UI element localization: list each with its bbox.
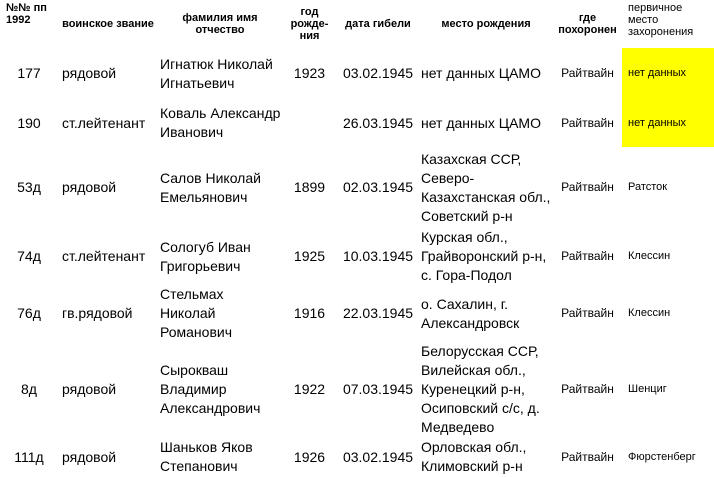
cell-buried: Райтвайн xyxy=(561,180,614,194)
cell-first-burial: Шенциг xyxy=(628,383,667,395)
cell-rank: гв.рядовой xyxy=(62,305,133,321)
cell-num: 111д xyxy=(14,448,44,465)
cell-year: 1925 xyxy=(293,248,326,264)
cell-name: Сырокваш Владимир Александрович xyxy=(160,362,261,416)
table-row xyxy=(0,437,714,477)
cell-first-burial: нет данных xyxy=(622,48,714,99)
cell-birthplace: Курская обл., Грайворонский р-н, с. Гора-Подол xyxy=(421,229,547,283)
cell-buried: Райтвайн xyxy=(561,449,614,464)
cell-birthplace: нет данных ЦАМО xyxy=(421,65,541,81)
cell-death-date: 26.03.1945 xyxy=(342,114,414,131)
table-row xyxy=(0,228,714,285)
cell-name: Шаньков Яков Степанович xyxy=(160,439,253,474)
cell-death-date: 03.02.1945 xyxy=(342,448,414,465)
cell-death-date: 03.02.1945 xyxy=(342,65,414,81)
cell-num: 76д xyxy=(17,305,41,321)
cell-first-burial: Ратсток xyxy=(628,181,668,193)
cell-rank: рядовой xyxy=(62,448,117,465)
cell-death-date: 10.03.1945 xyxy=(342,248,414,264)
cell-first-burial: Фюрстенберг xyxy=(628,450,696,463)
header-row xyxy=(0,0,714,48)
table-row xyxy=(0,285,714,342)
cell-birthplace: Орловская обл., Климовский р-н xyxy=(421,439,527,474)
cell-year: 1926 xyxy=(293,448,326,465)
header-rank: воинское звание xyxy=(62,18,154,30)
table-row xyxy=(0,48,714,99)
cell-buried: Райтвайн xyxy=(561,382,614,396)
header-buried: где похоронен xyxy=(558,12,617,36)
header-death-date: дата гибели xyxy=(345,18,411,30)
cell-buried: Райтвайн xyxy=(561,306,614,320)
cell-death-date: 22.03.1945 xyxy=(342,305,414,321)
cell-num: 8д xyxy=(21,381,37,397)
cell-year xyxy=(282,99,337,147)
cell-buried: Райтвайн xyxy=(561,249,614,263)
cell-buried: Райтвайн xyxy=(561,66,614,80)
table-row xyxy=(0,147,714,228)
cell-first-burial: Клессин xyxy=(628,307,671,319)
cell-death-date: 07.03.1945 xyxy=(342,381,414,397)
cell-year: 1922 xyxy=(293,381,326,397)
cell-death-date: 02.03.1945 xyxy=(342,179,414,195)
cell-name: Игнатюк Николай Игнатьевич xyxy=(160,55,273,91)
cell-buried: Райтвайн xyxy=(561,115,614,130)
cell-year: 1916 xyxy=(293,305,326,321)
cell-first-burial: нет данных xyxy=(622,99,714,147)
cell-num: 74д xyxy=(17,248,41,264)
cell-rank: рядовой xyxy=(62,65,117,81)
cell-birthplace: Белорусская ССР, Вилейская обл., Куренецкий р-н, Осиповский с/с, д. Медведево xyxy=(421,343,540,435)
cell-birthplace: Казахская ССР, Северо-Казахстанская обл., Советский р-н xyxy=(421,150,551,224)
cell-first-burial: Клессин xyxy=(628,250,671,262)
cell-name: Сологуб Иван Григорьевич xyxy=(160,238,251,274)
header-first-burial: первичное место захоронения xyxy=(628,2,694,38)
cell-num: 53д xyxy=(17,179,41,195)
cell-num: 177 xyxy=(17,65,41,81)
cell-birthplace: нет данных ЦАМО xyxy=(421,114,541,131)
cell-year: 1899 xyxy=(293,179,326,195)
header-year: год рожде-ния xyxy=(290,6,329,42)
cell-name: Стельмах Николай Романович xyxy=(160,286,232,340)
cell-rank: рядовой xyxy=(62,381,117,397)
table-row xyxy=(0,99,714,147)
cell-birthplace: о. Сахалин, г. Александровск xyxy=(421,295,520,331)
cell-year: 1923 xyxy=(293,65,326,81)
cell-name: Коваль Александр Иванович xyxy=(160,105,281,140)
cell-num: 190 xyxy=(17,114,41,131)
cell-rank: ст.лейтенант xyxy=(62,248,146,264)
cell-name: Салов Николай Емельянович xyxy=(160,169,261,205)
header-name: фамилия имя отчество xyxy=(182,12,258,36)
header-num: №№ пп 1992 xyxy=(6,2,47,26)
cell-rank: рядовой xyxy=(62,179,117,195)
table-row xyxy=(0,342,714,437)
header-birthplace: место рождения xyxy=(441,18,531,30)
cell-rank: ст.лейтенант xyxy=(62,114,146,131)
